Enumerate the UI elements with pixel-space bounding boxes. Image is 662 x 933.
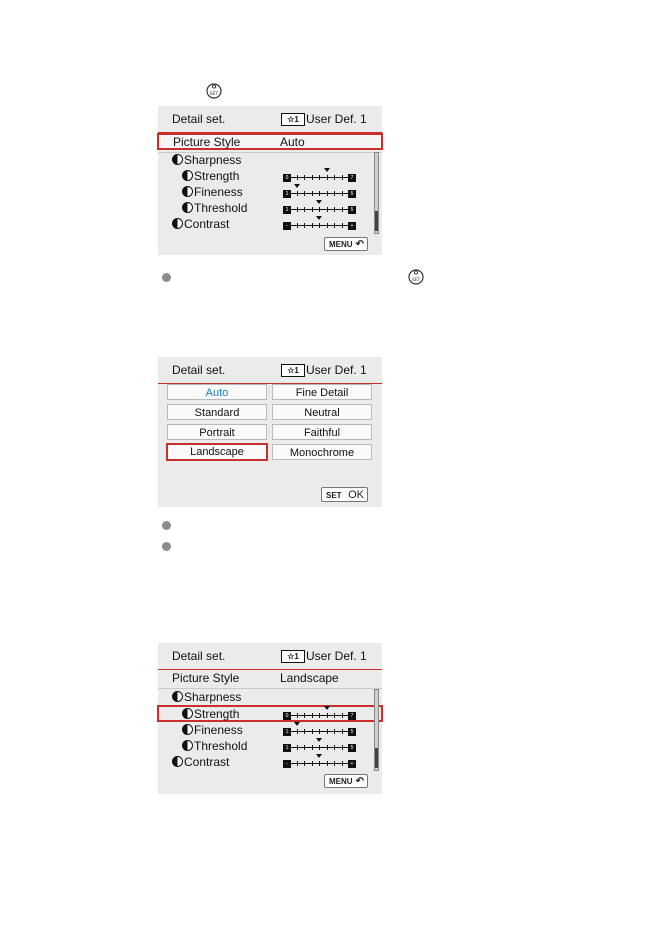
detail-set-screen-2 [158, 357, 382, 507]
slider-tick [304, 729, 305, 734]
picture-style-value: Auto [280, 135, 305, 149]
slider-end-label: 5 [348, 728, 356, 736]
slider-tick [312, 761, 313, 766]
slider-tick [327, 191, 328, 196]
slider-tick [319, 713, 320, 718]
sharpness-icon [172, 154, 183, 165]
set-button-icon [206, 82, 222, 105]
slider-marker [294, 184, 300, 188]
slider-tick [319, 729, 320, 734]
return-icon: ↶ [355, 776, 364, 787]
slider-marker [316, 200, 322, 204]
param-row-threshold[interactable] [158, 738, 378, 754]
style-option-monochrome[interactable]: Monochrome [272, 444, 372, 460]
slider-marker [316, 754, 322, 758]
style-option-standard[interactable]: Standard [167, 404, 267, 420]
fineness-slider[interactable] [283, 722, 355, 736]
slider-tick [327, 713, 328, 718]
slider-tick [327, 175, 328, 180]
slider-tick [312, 175, 313, 180]
screen-title: Detail set. [172, 649, 226, 663]
slider-end-label: 1 [283, 190, 291, 198]
param-label: Fineness [194, 185, 243, 199]
slider-tick [342, 207, 343, 212]
set-ok-button[interactable] [321, 487, 368, 502]
set-label: SET [326, 491, 342, 500]
slider-tick [334, 761, 335, 766]
param-row-fineness[interactable] [158, 184, 378, 200]
menu-back-button[interactable] [324, 237, 368, 251]
slider-end-label: + [348, 760, 356, 768]
menu-label: MENU [329, 777, 353, 786]
slider-marker [316, 216, 322, 220]
slider-tick [312, 207, 313, 212]
threshold-slider[interactable] [283, 738, 355, 752]
style-option-landscape[interactable]: Landscape [166, 443, 268, 461]
fineness-slider[interactable] [283, 184, 355, 198]
slider-end-label: - [283, 222, 291, 230]
slider-tick [304, 713, 305, 718]
slider-tick [327, 761, 328, 766]
fineness-icon [182, 724, 193, 735]
contrast-slider[interactable] [283, 754, 355, 768]
param-label: Strength [194, 169, 240, 183]
picture-style-value: Landscape [280, 671, 339, 685]
strength-icon [182, 170, 193, 181]
slider-tick [312, 713, 313, 718]
slider-marker [294, 722, 300, 726]
param-row-strength[interactable] [158, 168, 378, 184]
slider-tick [297, 745, 298, 750]
strength-slider[interactable] [283, 706, 355, 720]
threshold-icon [182, 202, 193, 213]
slider-tick [319, 175, 320, 180]
slider-end-label: - [283, 760, 291, 768]
menu-label: MENU [329, 240, 353, 249]
fineness-icon [182, 186, 193, 197]
slider-tick [304, 207, 305, 212]
slider-tick [342, 175, 343, 180]
slider-tick [297, 761, 298, 766]
slider-end-label: 1 [283, 744, 291, 752]
style-option-faithful[interactable]: Faithful [272, 424, 372, 440]
slider-tick [327, 207, 328, 212]
sharpness-icon [172, 691, 183, 702]
menu-back-button[interactable] [324, 774, 368, 788]
user-def-style-icon: ☆1 [281, 650, 305, 663]
slider-tick [297, 729, 298, 734]
param-row-strength[interactable] [157, 705, 383, 722]
slider-tick [297, 223, 298, 228]
slider-tick [312, 745, 313, 750]
param-label: Strength [194, 707, 240, 721]
param-row-sharpness[interactable] [158, 689, 378, 705]
threshold-icon [182, 740, 193, 751]
svg-text:SET: SET [209, 92, 219, 97]
picture-style-row[interactable] [157, 133, 383, 150]
slider-end-label: 5 [348, 206, 356, 214]
param-row-contrast[interactable] [158, 216, 378, 232]
slider-tick [312, 729, 313, 734]
screen-header [158, 106, 382, 133]
scrollbar[interactable] [374, 152, 379, 234]
slider-tick [304, 175, 305, 180]
detail-set-screen-1 [158, 106, 382, 255]
slider-tick [334, 207, 335, 212]
slider-tick [342, 223, 343, 228]
slider-tick [319, 223, 320, 228]
slider-end-label: 1 [283, 728, 291, 736]
slider-tick [334, 745, 335, 750]
slider-tick [334, 223, 335, 228]
contrast-icon [172, 218, 183, 229]
param-row-contrast[interactable] [158, 754, 378, 770]
strength-slider[interactable] [283, 168, 355, 182]
threshold-slider[interactable] [283, 200, 355, 214]
slider-tick [297, 207, 298, 212]
slider-tick [304, 745, 305, 750]
slider-tick [319, 207, 320, 212]
slider-end-label: 0 [283, 712, 291, 720]
slider-tick [342, 191, 343, 196]
screen-header [158, 357, 382, 384]
slider-tick [297, 191, 298, 196]
slider-tick [334, 713, 335, 718]
user-def-style-icon: ☆1 [281, 113, 305, 126]
param-label: Sharpness [184, 690, 242, 704]
slider-end-label: 5 [348, 190, 356, 198]
slider-end-label: 7 [348, 174, 356, 182]
param-row-threshold[interactable] [158, 200, 378, 216]
slider-marker [316, 738, 322, 742]
picture-style-label: Picture Style [173, 135, 241, 149]
slider-tick [304, 223, 305, 228]
param-label: Sharpness [184, 153, 242, 167]
picture-style-label: Picture Style [172, 671, 240, 685]
ok-label: OK [348, 489, 364, 501]
screen-header [158, 643, 382, 670]
slider-end-label: + [348, 222, 356, 230]
screen-title: Detail set. [172, 112, 226, 126]
picture-style-row[interactable] [158, 670, 382, 686]
scrollbar[interactable] [374, 689, 379, 771]
slider-tick [319, 191, 320, 196]
user-def-style-icon: ☆1 [281, 364, 305, 377]
style-option-portrait[interactable]: Portrait [167, 424, 267, 440]
slider-tick [297, 175, 298, 180]
return-icon: ↶ [355, 239, 364, 250]
bullet-icon [162, 542, 171, 551]
slider-tick [334, 175, 335, 180]
slider-end-label: 5 [348, 744, 356, 752]
slider-tick [312, 223, 313, 228]
slider-end-label: 0 [283, 174, 291, 182]
slider-tick [334, 729, 335, 734]
param-label: Threshold [194, 201, 248, 215]
slider-tick [327, 745, 328, 750]
param-row-sharpness[interactable] [158, 152, 378, 168]
param-label: Contrast [184, 217, 230, 231]
user-def-label: User Def. 1 [306, 112, 367, 126]
param-label: Threshold [194, 739, 248, 753]
contrast-slider[interactable] [283, 216, 355, 230]
style-option-fine-detail[interactable]: Fine Detail [272, 384, 372, 400]
slider-tick [342, 745, 343, 750]
strength-icon [182, 708, 193, 719]
slider-tick [327, 729, 328, 734]
contrast-icon [172, 756, 183, 767]
slider-tick [304, 761, 305, 766]
slider-marker [324, 168, 330, 172]
detail-set-screen-3 [158, 643, 382, 794]
slider-tick [312, 191, 313, 196]
svg-text:SET: SET [411, 278, 421, 283]
slider-tick [342, 761, 343, 766]
slider-tick [342, 713, 343, 718]
slider-tick [304, 191, 305, 196]
slider-end-label: 1 [283, 206, 291, 214]
screen-title: Detail set. [172, 363, 226, 377]
slider-tick [342, 729, 343, 734]
slider-marker [324, 706, 330, 710]
param-row-fineness[interactable] [158, 722, 378, 738]
slider-tick [319, 745, 320, 750]
param-label: Fineness [194, 723, 243, 737]
bullet-icon [162, 273, 171, 282]
style-option-auto[interactable]: Auto [167, 384, 267, 400]
bullet-icon [162, 521, 171, 530]
slider-tick [319, 761, 320, 766]
slider-tick [297, 713, 298, 718]
slider-tick [334, 191, 335, 196]
param-label: Contrast [184, 755, 230, 769]
user-def-label: User Def. 1 [306, 363, 367, 377]
style-option-neutral[interactable]: Neutral [272, 404, 372, 420]
user-def-label: User Def. 1 [306, 649, 367, 663]
slider-end-label: 7 [348, 712, 356, 720]
set-button-icon [408, 268, 424, 291]
slider-tick [327, 223, 328, 228]
